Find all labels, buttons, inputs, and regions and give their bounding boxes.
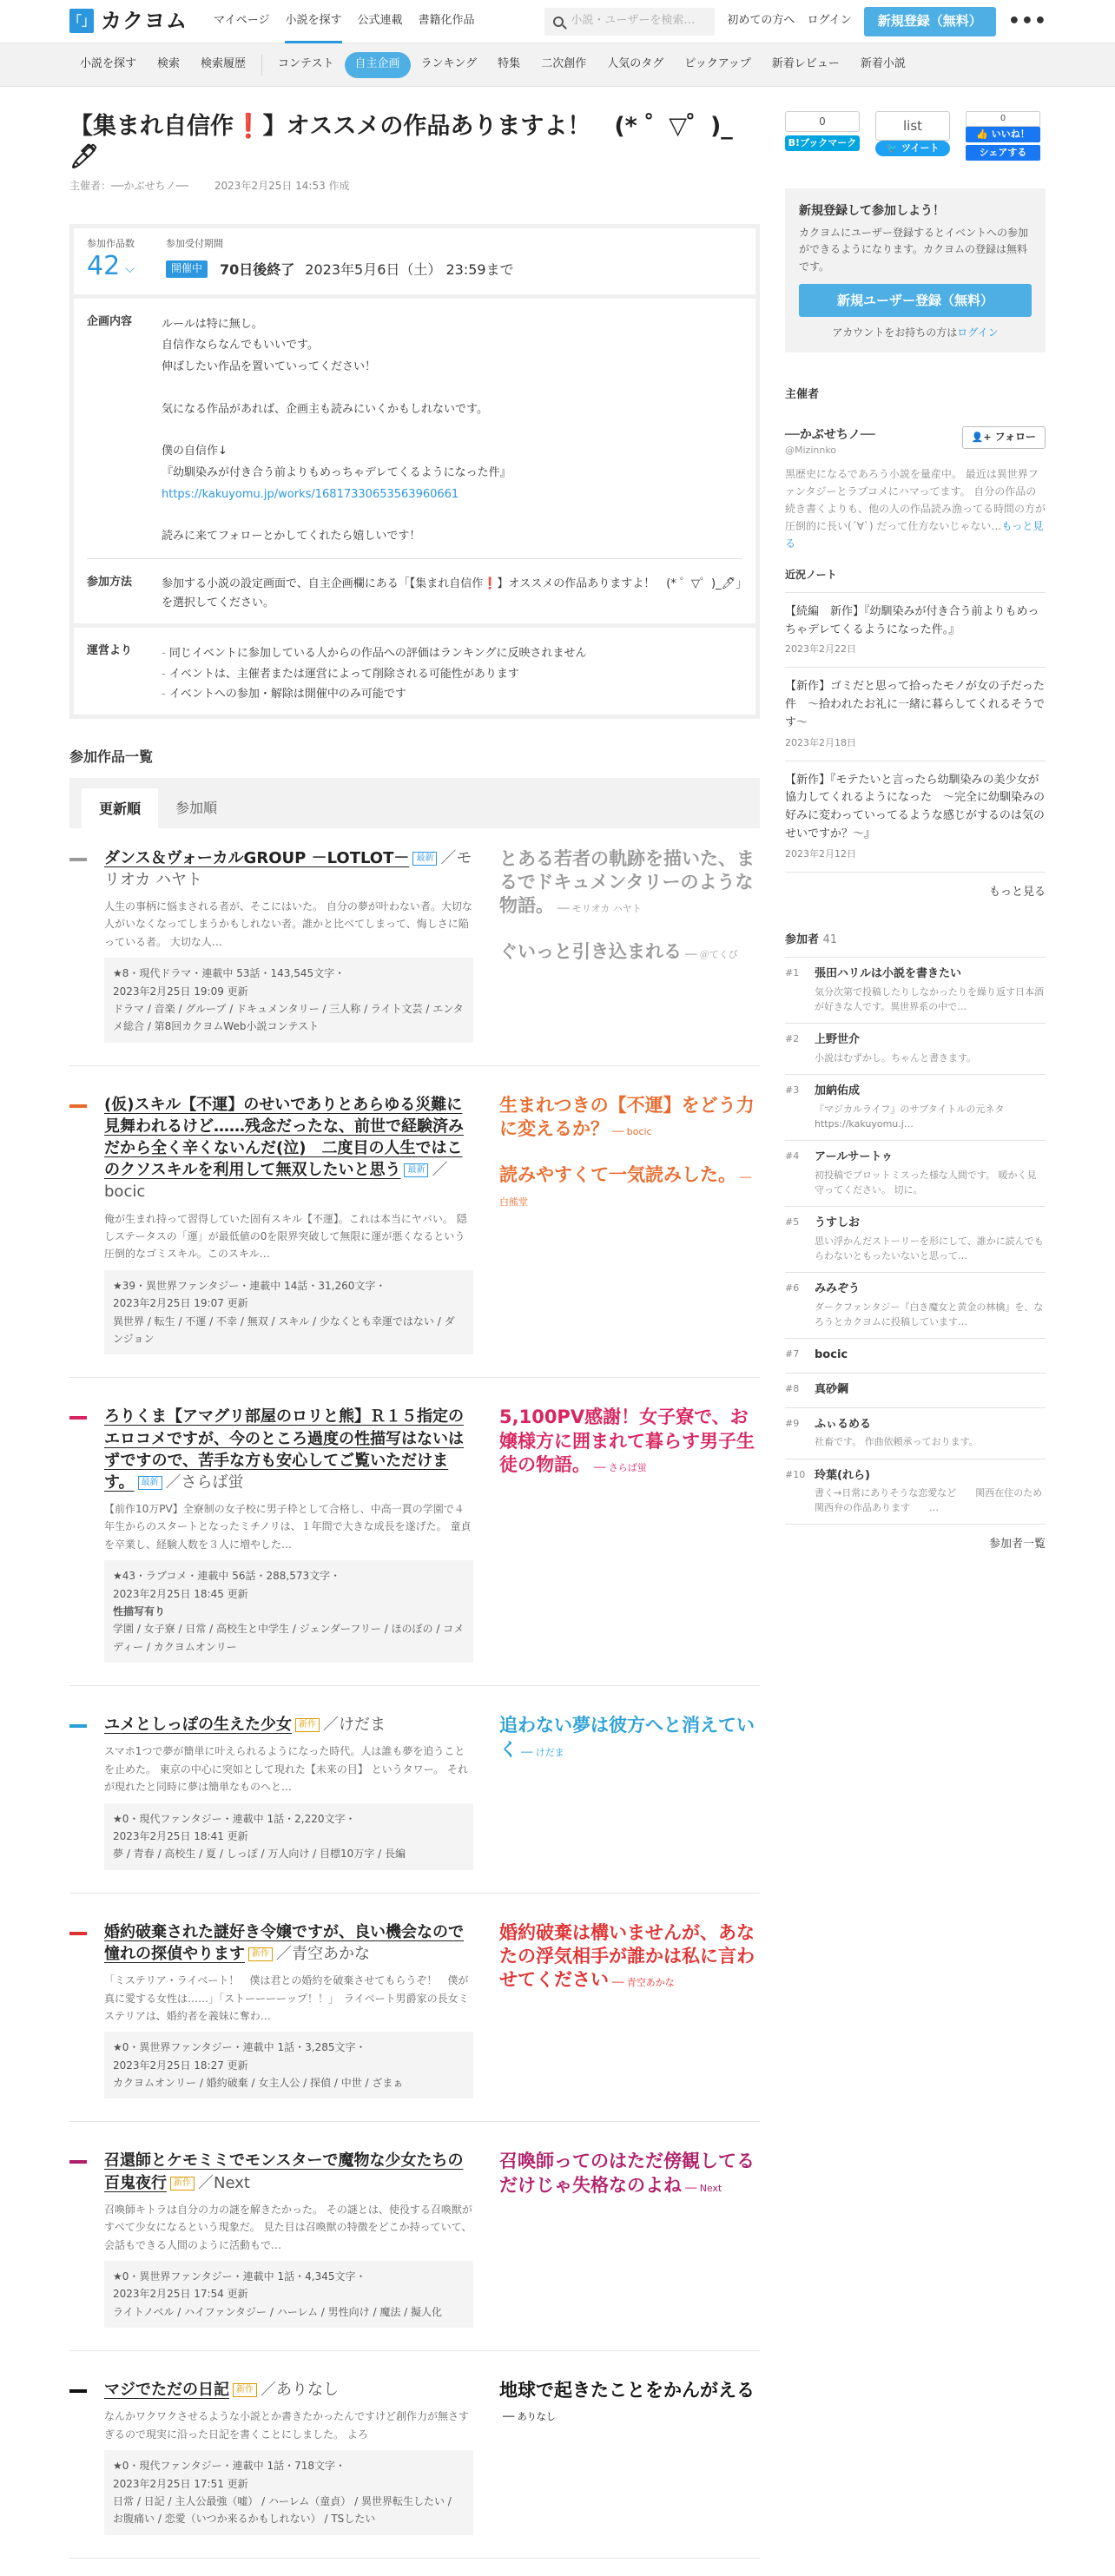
new-badge: 新作 bbox=[170, 2177, 195, 2191]
login-prompt: アカウントをお持ちの方は bbox=[832, 326, 958, 339]
work-updated: 2023年2月25日 17:54 更新 bbox=[113, 2288, 248, 2301]
content-line: 僕の自信作↓ bbox=[162, 445, 228, 458]
work-title-link[interactable]: ユメとしっぽの生えた少女 bbox=[104, 1716, 292, 1735]
subnav-history[interactable]: 検索履歴 bbox=[201, 57, 247, 71]
work-catchphrases bbox=[499, 1406, 760, 1663]
work-author[interactable]: ／さらば蛍 bbox=[165, 1472, 244, 1492]
catchphrase-author: ── 青空あかな bbox=[612, 1977, 675, 1989]
new-badge: 最新 bbox=[412, 852, 437, 866]
work-title-link[interactable]: (仮)スキル【不運】のせいでありとあらゆる災難に見舞われるけど……残念だったな、前世で経験済みだから全く辛くないんだ(泣) 二度目の人生ではこのクソスキルを利用して無双したいと思う bbox=[104, 1095, 464, 1180]
content-line: 『幼馴染みが付き合う前よりもめっちゃデレてくるようになった件』 bbox=[162, 465, 511, 479]
participant-number: #7 bbox=[785, 1347, 800, 1360]
join-label: 参加方法 bbox=[87, 576, 133, 590]
work-title-line bbox=[104, 2379, 473, 2401]
work-author[interactable]: ／Next bbox=[198, 2173, 250, 2192]
entry-count-block bbox=[87, 237, 135, 282]
note-date: 2023年2月18日 bbox=[785, 736, 856, 748]
genre-color-bar bbox=[69, 1724, 87, 1728]
hatena-bookmark-button[interactable] bbox=[785, 111, 860, 161]
catchphrase-author: ── bocic bbox=[612, 1125, 652, 1137]
work-title-line bbox=[104, 1921, 473, 1965]
search-placeholder: 小説・ユーザーを検索… bbox=[571, 14, 696, 28]
logo-text: カクヨム bbox=[101, 9, 188, 34]
participant-name[interactable]: 真砂鋼 bbox=[815, 1382, 849, 1396]
genre-color-bar bbox=[69, 2389, 87, 2393]
catchphrase-text: 5,100PV感謝！女子寮で、お嬢様方に囲まれて暮らす男子生徒の物語。 bbox=[499, 1407, 755, 1475]
participant-number: #5 bbox=[785, 1216, 800, 1229]
note-item[interactable] bbox=[785, 593, 1046, 669]
work-updated: 2023年2月25日 17:51 更新 bbox=[113, 2477, 248, 2490]
content-line: 自信作ならなんでもいいです。 bbox=[162, 339, 319, 352]
work-info bbox=[104, 1094, 473, 1355]
participant-item[interactable] bbox=[785, 1339, 1046, 1374]
catchphrase-text: 生まれつきの【不運】をどう力に変えるか？ bbox=[499, 1094, 755, 1139]
participant-item[interactable] bbox=[785, 1459, 1046, 1525]
subnav-fanfic[interactable]: 二次創作 bbox=[541, 57, 587, 71]
subnav-ranking[interactable]: ランキング bbox=[420, 57, 478, 71]
work-stats-line: ★39・異世界ファンタジー・連載中 14話・31,260文字・ bbox=[113, 1279, 386, 1292]
notes-more-link[interactable]: もっと見る bbox=[988, 885, 1046, 899]
period-label: 参加受付期間 bbox=[166, 237, 223, 249]
chevron-down-icon: ⌵ bbox=[125, 261, 135, 276]
deadline: 2023年5月6日（土） 23:59まで bbox=[305, 260, 514, 278]
catchphrase-author: ── 白熊堂 bbox=[499, 1172, 752, 1208]
catchphrase-author: ── モリオカ ハヤト bbox=[558, 903, 642, 915]
work-item bbox=[69, 837, 760, 1066]
work-tags[interactable]: 日常 / 日記 / 主人公最強（嘘） / ハーレム（童貞） / 異世界転生したい / お腹痛い / 恋愛（いつか来るかもしれない） / TSしたい bbox=[113, 2494, 452, 2526]
catchphrase-author: ── さらば蛍 bbox=[594, 1461, 647, 1473]
global-header bbox=[0, 0, 1115, 43]
participants-list bbox=[785, 958, 1046, 1525]
tweet-text: ツイート bbox=[901, 142, 940, 154]
work-author[interactable]: ／ありなし bbox=[261, 2381, 339, 2400]
participant-name[interactable]: うすしお bbox=[815, 1216, 861, 1230]
work-catchphrases bbox=[499, 847, 760, 1043]
work-description: 人生の事柄に悩まされる者が、そこにはいた。 自分の夢が叶わない者。大切な人がいなくなってしまうかもしれない者。誰かと比べてしまって、悔しさに陥っている者。 大切な人… bbox=[104, 899, 472, 948]
subnav-reviews[interactable]: 新着レビュー bbox=[771, 57, 840, 71]
catchphrase-author: ── けだま bbox=[521, 1746, 564, 1758]
work-stats bbox=[104, 1270, 473, 1355]
work-author[interactable]: ／青空あかな bbox=[276, 1944, 370, 1963]
beginners-link[interactable]: 初めての方へ bbox=[727, 14, 795, 28]
entry-count[interactable] bbox=[87, 251, 135, 282]
work-updated: 2023年2月25日 19:07 更新 bbox=[113, 1297, 248, 1310]
work-info bbox=[104, 1921, 473, 2099]
status-badge: 開催中 bbox=[166, 260, 208, 277]
subnav-contest[interactable]: コンテスト bbox=[278, 57, 334, 71]
participants-heading bbox=[785, 932, 1046, 959]
nav-mypage[interactable]: マイページ bbox=[214, 14, 270, 28]
work-info bbox=[104, 2379, 473, 2535]
work-title-line bbox=[104, 847, 473, 891]
work-title-link[interactable]: 召還師とケモミミでモンスターで魔物な少女たちの百鬼夜行 bbox=[104, 2151, 464, 2192]
catchphrase[interactable] bbox=[499, 1921, 760, 1993]
new-badge: 新作 bbox=[295, 1718, 320, 1732]
work-info bbox=[104, 2150, 473, 2328]
catchphrase-text: 地球で起きたことをかんがえる bbox=[499, 2380, 755, 2401]
tweet-label bbox=[875, 141, 950, 156]
work-item bbox=[69, 1703, 760, 1894]
catchphrase[interactable] bbox=[499, 847, 760, 919]
participant-name[interactable]: 加納佑成 bbox=[815, 1084, 861, 1098]
participant-name[interactable]: ふぃるめる bbox=[815, 1417, 872, 1431]
fb-like-button[interactable]: 👍 いいね！ bbox=[966, 127, 1040, 142]
work-tags[interactable]: ドラマ / 音楽 / グループ / ドキュメンタリー / 三人称 / ライト文芸 / エンタメ総合 / 第8回カクヨムWeb小説コンテスト bbox=[113, 1002, 464, 1033]
work-tags[interactable]: カクヨムオンリー / 婚約破棄 / 女主人公 / 探偵 / 中世 / ざまぁ bbox=[113, 2077, 404, 2090]
period-block bbox=[166, 237, 514, 282]
host-desc-text: 黒歴史になるであろう小説を量産中。 最近は異世界ファンタジーとラブコメにハマってます。 自分の作品の続き書くよりも、他の人の作品読み漁ってる時間の方が圧倒的に長い(´∀`) だって仕方ないじゃない… bbox=[785, 468, 1046, 532]
work-info bbox=[104, 847, 473, 1043]
new-badge: 最新 bbox=[138, 1476, 162, 1490]
content-link[interactable]: https://kakuyomu.jp/works/16817330653563960661 bbox=[162, 487, 459, 501]
participant-number: #4 bbox=[785, 1150, 800, 1163]
work-stats-line: ★0・異世界ファンタジー・連載中 1話・4,345文字・ bbox=[113, 2270, 366, 2283]
work-item bbox=[69, 2368, 760, 2559]
works-tabs bbox=[69, 778, 760, 828]
work-author[interactable]: ／bocic bbox=[104, 1161, 448, 1202]
nav-official[interactable]: 公式連載 bbox=[357, 14, 403, 28]
content-line: 気になる作品があれば、企画主も読みにいくかもしれないです。 bbox=[162, 402, 488, 416]
rule-item: - イベントは、主催者または運営によって削除される可能性があります bbox=[162, 664, 586, 684]
work-title-link[interactable]: ダンス＆ヴォーカルGROUP －LOTLOT－ bbox=[104, 848, 410, 867]
note-item[interactable] bbox=[785, 668, 1046, 761]
participant-number: #8 bbox=[785, 1382, 800, 1394]
participant-item[interactable] bbox=[785, 1024, 1046, 1075]
subnav-find[interactable]: 小説を探す bbox=[80, 57, 137, 71]
work-title-line bbox=[104, 1714, 473, 1736]
follow-button[interactable] bbox=[962, 426, 1046, 449]
work-stats-line: ★8・現代ドラマ・連載中 53話・143,545文字・ bbox=[113, 967, 346, 980]
list-label: list bbox=[875, 111, 950, 141]
hatena-count: 0 bbox=[785, 111, 860, 132]
sidebar bbox=[785, 111, 1046, 1553]
content-warning: 性描写有り bbox=[113, 1605, 166, 1618]
host-more-link[interactable]: もっと見る bbox=[785, 519, 1044, 550]
note-item[interactable] bbox=[785, 761, 1046, 873]
work-tags[interactable]: 夢 / 青春 / 高校生 / 夏 / しっぽ / 万人向け / 目標10万字 / 長編 bbox=[113, 1848, 406, 1861]
participant-desc: 初投稿でプロットミスった様な人間です。 暖かく見守ってください。 切に。 bbox=[815, 1169, 1037, 1196]
tab-updated[interactable]: 更新順 bbox=[82, 788, 158, 828]
participant-name[interactable]: 玲葉(れら) bbox=[815, 1468, 870, 1482]
work-item bbox=[69, 1395, 760, 1686]
participant-desc: 『マジカルライフ』のサブタイトルの元ネタ https://kakuyomu.j… bbox=[815, 1104, 1005, 1130]
work-stats bbox=[104, 2032, 473, 2098]
participant-name[interactable]: 張田ハリルは小説を書きたい bbox=[815, 967, 962, 981]
global-nav bbox=[214, 0, 475, 43]
subnav-new-novels[interactable]: 新着小説 bbox=[860, 57, 906, 71]
subnav-tags[interactable]: 人気のタグ bbox=[607, 57, 664, 71]
join-text: 参加する小説の設定画面で、自主企画欄にある「【集まれ自信作❗】オススメの作品ありますよ！ (* ゜▽゜)_🖊」を選択してください。 bbox=[162, 577, 742, 610]
work-description: スマホ1つで夢が簡単に叶えられるようになった時代。人は誰も夢を追うことを止めた。 東京の中心に突如として現れた【未来の目】 というタワー。 それが現れたと同時に夢は簡単なものへと… bbox=[104, 1745, 468, 1794]
host-label[interactable]: 主催者：──かぶせちノ── bbox=[69, 180, 188, 193]
hatena-label: B!ブックマーク bbox=[785, 135, 860, 151]
participant-desc: 社畜です。 作曲依頼承っております。 bbox=[815, 1436, 979, 1448]
catchphrase[interactable] bbox=[499, 1406, 760, 1477]
participant-desc: ダークファンタジー『白き魔女と黄金の林檎』を、なろうとカクヨムに投稿しています… bbox=[815, 1301, 1044, 1328]
participant-item[interactable] bbox=[785, 1141, 1046, 1207]
event-info-box bbox=[69, 224, 760, 720]
signup-button[interactable]: 新規ユーザー登録（無料） bbox=[799, 284, 1032, 317]
subnav-separator bbox=[261, 55, 262, 76]
work-title-line bbox=[104, 2150, 473, 2193]
rules-section bbox=[74, 623, 755, 715]
work-description: 「ミステリア・ライベート！ 僕は君との婚約を破棄させてもらうぞ！ 僕が真に愛する女性は……」「ストーーーーップ！！」 ライベート男爵家の長女ミステリアは、婚約者を義妹に奪わ… bbox=[104, 1974, 469, 2022]
participant-number: #2 bbox=[785, 1033, 800, 1045]
logo-mark: 「」 bbox=[69, 9, 94, 33]
catchphrase[interactable] bbox=[499, 1714, 760, 1762]
genre-color-bar bbox=[69, 1932, 87, 1935]
signup-heading: 新規登録して参加しよう！ bbox=[799, 204, 945, 218]
content-line: 読みに来てフォローとかしてくれたら嬉しいです！ bbox=[162, 530, 421, 544]
content-label: 企画内容 bbox=[87, 314, 133, 328]
genre-color-bar bbox=[69, 858, 87, 861]
fb-count: 0 bbox=[966, 111, 1040, 127]
participant-item[interactable] bbox=[785, 1075, 1046, 1141]
participant-name[interactable]: アールサートゥ bbox=[815, 1150, 894, 1164]
work-author[interactable]: ／けだま bbox=[323, 1716, 386, 1735]
work-updated: 2023年2月25日 18:45 更新 bbox=[113, 1587, 248, 1600]
host-heading: 主催者 bbox=[785, 388, 820, 402]
work-description: 俺が生まれ持って習得していた固有スキル【不運】。これは本当にヤバい。 隠しステータスの「運」が最低値の0を限界突破して無限に運が悪くなるという圧倒的なゴミスキル。このスキル… bbox=[104, 1212, 467, 1261]
participant-item[interactable] bbox=[785, 1207, 1046, 1273]
spacer bbox=[162, 420, 511, 441]
work-info bbox=[104, 1714, 473, 1870]
content-section bbox=[74, 299, 755, 559]
facebook-buttons[interactable] bbox=[966, 111, 1040, 161]
catchphrase-author: ── ありなし bbox=[503, 2411, 556, 2423]
host-name[interactable]: ──かぶせちノ── bbox=[785, 428, 875, 443]
participant-desc: 気分次第で投稿したりしなかったりを繰り返す日本酒が好きな人です。異世界系の中で… bbox=[815, 986, 1044, 1013]
content-line: ルールは特に無し。 bbox=[162, 317, 263, 331]
work-updated: 2023年2月25日 18:27 更新 bbox=[113, 2059, 248, 2072]
rule-item: - 同じイベントに参加している人からの作品への評価はランキングに反映されません bbox=[162, 643, 586, 663]
count-label: 参加作品数 bbox=[87, 237, 135, 249]
work-stats bbox=[104, 1560, 473, 1663]
new-badge: 新作 bbox=[248, 1947, 273, 1961]
participant-number: #9 bbox=[785, 1417, 800, 1429]
work-description: なんかワクワクさせるような小説とか書きたかったんですけど創作力が無さすぎるので現実に沿った日記を書くことにしました。 よろ bbox=[104, 2410, 470, 2441]
genre-color-bar bbox=[69, 2160, 87, 2164]
nav-books[interactable]: 書籍化作品 bbox=[418, 14, 475, 28]
work-catchphrases bbox=[499, 2150, 760, 2328]
work-tags[interactable]: 学園 / 女子寮 / 日常 / 高校生と中学生 / ジェンダーフリー / ほのぼの / コメディー / カクヨムオンリー bbox=[113, 1623, 465, 1653]
participant-item[interactable] bbox=[785, 1408, 1046, 1459]
participant-item[interactable] bbox=[785, 1374, 1046, 1408]
notes-heading: 近況ノート bbox=[785, 568, 1046, 592]
more-menu-icon[interactable]: ••• bbox=[1007, 10, 1047, 32]
share-buttons bbox=[785, 111, 1046, 161]
nav-find-novels[interactable]: 小説を探す bbox=[285, 0, 341, 43]
work-stats bbox=[104, 2450, 473, 2535]
subnav-search[interactable]: 検索 bbox=[157, 57, 181, 71]
participant-item[interactable] bbox=[785, 1273, 1046, 1339]
work-stats-line: ★0・現代ファンタジー・連載中 1話・2,220文字・ bbox=[113, 1812, 356, 1825]
work-stats-line: ★0・現代ファンタジー・連載中 1話・718文字・ bbox=[113, 2460, 346, 2473]
logo[interactable] bbox=[69, 6, 188, 36]
participant-desc: 小説はむずかし。ちゃんと書きます。 bbox=[815, 1052, 977, 1064]
tweet-button[interactable] bbox=[875, 111, 950, 161]
work-catchphrases bbox=[499, 1921, 760, 2099]
spacer bbox=[162, 379, 511, 399]
work-tags[interactable]: ライトノベル / ハイファンタジー / ハーレム / 男性向け / 魔法 / 擬人化 bbox=[113, 2305, 443, 2318]
genre-color-bar bbox=[69, 1104, 87, 1108]
search-input[interactable] bbox=[544, 8, 715, 36]
note-title[interactable]: 【続編 新作】『幼馴染みが付き合う前よりもめっちゃデレてくるようになった件。』 bbox=[785, 604, 1039, 636]
participant-desc: 思い浮かんだストーリーを形にして、誰かに読んでもらわないともったいないと思って… bbox=[815, 1235, 1044, 1262]
content-body bbox=[162, 314, 511, 549]
follow-label: フォロー bbox=[994, 431, 1036, 444]
login-link[interactable]: ログイン bbox=[807, 14, 852, 28]
participant-desc: 書く→日常にありそうな恋愛など 関西在住のため関西弁の作品あります … bbox=[815, 1487, 1043, 1514]
subnav-pickup[interactable]: ピックアップ bbox=[684, 57, 751, 71]
work-stats-line: ★0・異世界ファンタジー・連載中 1話・3,285文字・ bbox=[113, 2041, 366, 2054]
work-stats-line: ★43・ラブコメ・連載中 56話・288,573文字・ bbox=[113, 1570, 341, 1583]
participant-name[interactable]: みみぞう bbox=[815, 1282, 861, 1296]
signup-box bbox=[785, 188, 1046, 352]
work-catchphrases bbox=[499, 2379, 760, 2535]
twitter-bird-icon: 🐦 bbox=[886, 142, 899, 154]
genre-color-bar bbox=[69, 1416, 87, 1420]
note-title[interactable]: 【新作】『モテたいと言ったら幼馴染みの美少女が協力してくれるようになった ～完全に幼馴染みの好みに変わっていってるような感じがするのは気のせいですか？～』 bbox=[785, 773, 1046, 840]
participant-number: #10 bbox=[785, 1468, 806, 1480]
event-summary bbox=[74, 228, 755, 299]
search-icon bbox=[553, 16, 564, 27]
signup-text: カクヨムにユーザー登録するとイベントへの参加ができるようになります。カクヨムの登録は無料です。 bbox=[799, 227, 1029, 273]
rule-item: - イベントへの参加・解除は開催中のみ可能です bbox=[162, 684, 586, 704]
work-catchphrases bbox=[499, 1714, 760, 1870]
created-date: 2023年2月25日 14:53 作成 bbox=[214, 180, 350, 193]
tab-joined[interactable]: 参加順 bbox=[175, 799, 218, 816]
catchphrase[interactable] bbox=[499, 940, 760, 964]
note-date: 2023年2月22日 bbox=[785, 643, 856, 656]
signup-login-line bbox=[799, 326, 1032, 340]
works-list bbox=[69, 837, 760, 2559]
event-meta bbox=[69, 179, 760, 194]
work-description: 【前作10万PV】全寮制の女子校に男子枠として合格し、中高一貫の学園で４年生からのスタートとなったミチノリは、１年間で大きな成長を遂げた。 童貞を卒業し、経験人数を３人に増やした… bbox=[104, 1503, 472, 1551]
participants-count: 41 bbox=[822, 932, 838, 946]
catchphrase-text: 婚約破棄は構いませんが、あなたの浮気相手が誰かは私に言わせてください bbox=[499, 1921, 755, 1991]
remaining-days: 70日後終了 bbox=[220, 260, 295, 278]
participant-number: #6 bbox=[785, 1282, 800, 1295]
note-title[interactable]: 【新作】ゴミだと思って拾ったモノが女の子だった件 〜拾われたお礼に一緒に暮らしてくれるそうです〜 bbox=[785, 680, 1046, 729]
content-line: 伸ばしたい作品を置いていってください！ bbox=[162, 359, 377, 373]
add-user-icon: 👤+ bbox=[971, 432, 992, 444]
works-heading: 参加作品一覧 bbox=[69, 748, 154, 766]
sub-nav bbox=[0, 43, 1115, 87]
register-button[interactable]: 新規登録（無料） bbox=[864, 7, 996, 36]
catchphrase-author: ── Next bbox=[685, 2182, 722, 2194]
catchphrase-text: 追わない夢は彼方へと消えていく bbox=[499, 1715, 755, 1760]
participants-title: 参加者 bbox=[785, 932, 820, 946]
subnav-user-events[interactable]: 自主企画 bbox=[345, 52, 411, 78]
work-updated: 2023年2月25日 18:41 更新 bbox=[113, 1829, 248, 1842]
work-title-link[interactable]: 婚約破棄された謎好き令嬢ですが、良い機会なので憧れの探偵やります bbox=[104, 1922, 464, 1963]
catchphrase[interactable] bbox=[499, 2379, 760, 2427]
catchphrase-text: 召喚師ってのはただ傍観してるだけじゃ失格なのよね bbox=[499, 2151, 755, 2196]
note-date: 2023年2月12日 bbox=[785, 847, 856, 860]
work-title-line bbox=[104, 1094, 473, 1203]
work-catchphrases bbox=[499, 1094, 760, 1355]
fb-share-button[interactable]: シェアする bbox=[966, 145, 1040, 161]
host-description bbox=[785, 466, 1046, 552]
participant-number: #3 bbox=[785, 1084, 800, 1097]
catchphrase-text: ぐいっと引き込まれる bbox=[499, 941, 682, 963]
work-description: 召喚師キトラは自分の力の謎を解きたかった。 その謎とは、使役する召喚獣がすべて少女になるという現象だ。 見た目は召喚獣の特徴をどこか持っていて、会話もできる人間のように活動もで… bbox=[104, 2203, 472, 2251]
catchphrase[interactable] bbox=[499, 2150, 760, 2197]
new-badge: 新作 bbox=[233, 2383, 257, 2397]
main-column bbox=[69, 111, 760, 2576]
work-tags[interactable]: 異世界 / 転生 / 不運 / 不幸 / 無双 / スキル / 少なくとも幸運ではない / ダンジョン bbox=[113, 1314, 455, 1345]
rules-label: 運営より bbox=[87, 644, 133, 658]
catchphrase-text: とある若者の軌跡を描いた、まるでドキュメンタリーのような物語。 bbox=[499, 847, 755, 917]
work-stats bbox=[104, 1803, 473, 1870]
host-id: @Mizinnko bbox=[785, 445, 837, 457]
signup-login-link[interactable]: ログイン bbox=[957, 326, 999, 339]
catchphrase[interactable] bbox=[499, 1094, 760, 1142]
new-badge: 最新 bbox=[404, 1163, 428, 1177]
participant-item[interactable] bbox=[785, 958, 1046, 1024]
work-item bbox=[69, 1084, 760, 1379]
catchphrase-author: ── ＠てくび bbox=[685, 949, 738, 961]
host-card bbox=[785, 426, 1046, 458]
notes-list bbox=[785, 593, 1046, 873]
work-item bbox=[69, 1911, 760, 2123]
work-updated: 2023年2月25日 19:09 更新 bbox=[113, 985, 248, 998]
catchphrase-text: 読みやすくて一気読みした。 bbox=[499, 1164, 736, 1186]
work-title-line bbox=[104, 1406, 473, 1493]
rules-list bbox=[162, 643, 586, 704]
work-author[interactable]: ／モリオカ ハヤト bbox=[104, 848, 472, 889]
spacer bbox=[162, 505, 511, 526]
participant-number: #1 bbox=[785, 967, 800, 979]
work-stats bbox=[104, 2261, 473, 2328]
work-info bbox=[104, 1406, 473, 1663]
work-title-link[interactable]: マジでただの日記 bbox=[104, 2381, 229, 2400]
subnav-features[interactable]: 特集 bbox=[498, 57, 521, 71]
page-title: 【集まれ自信作❗】オススメの作品ありますよ！ (* ゜▽゜)_🖊 bbox=[69, 113, 733, 171]
period bbox=[166, 260, 514, 280]
participant-name[interactable]: 上野世介 bbox=[815, 1033, 861, 1047]
work-title-link[interactable]: ろりくま【アマグリ部屋のロリと熊】Ｒ１５指定のエロコメですが、今のところ過度の性描写はないはずですので、苦手な方も安心してご覧いただけます。 bbox=[104, 1407, 464, 1492]
catchphrase[interactable] bbox=[499, 1163, 760, 1211]
work-item bbox=[69, 2139, 760, 2351]
entry-count-value: 42 bbox=[87, 250, 121, 281]
participant-name[interactable]: bocic bbox=[815, 1347, 848, 1361]
header-right bbox=[544, 7, 1047, 36]
join-section bbox=[74, 559, 755, 623]
participants-more-link[interactable]: 参加者一覧 bbox=[988, 1538, 1046, 1552]
work-stats bbox=[104, 958, 473, 1043]
